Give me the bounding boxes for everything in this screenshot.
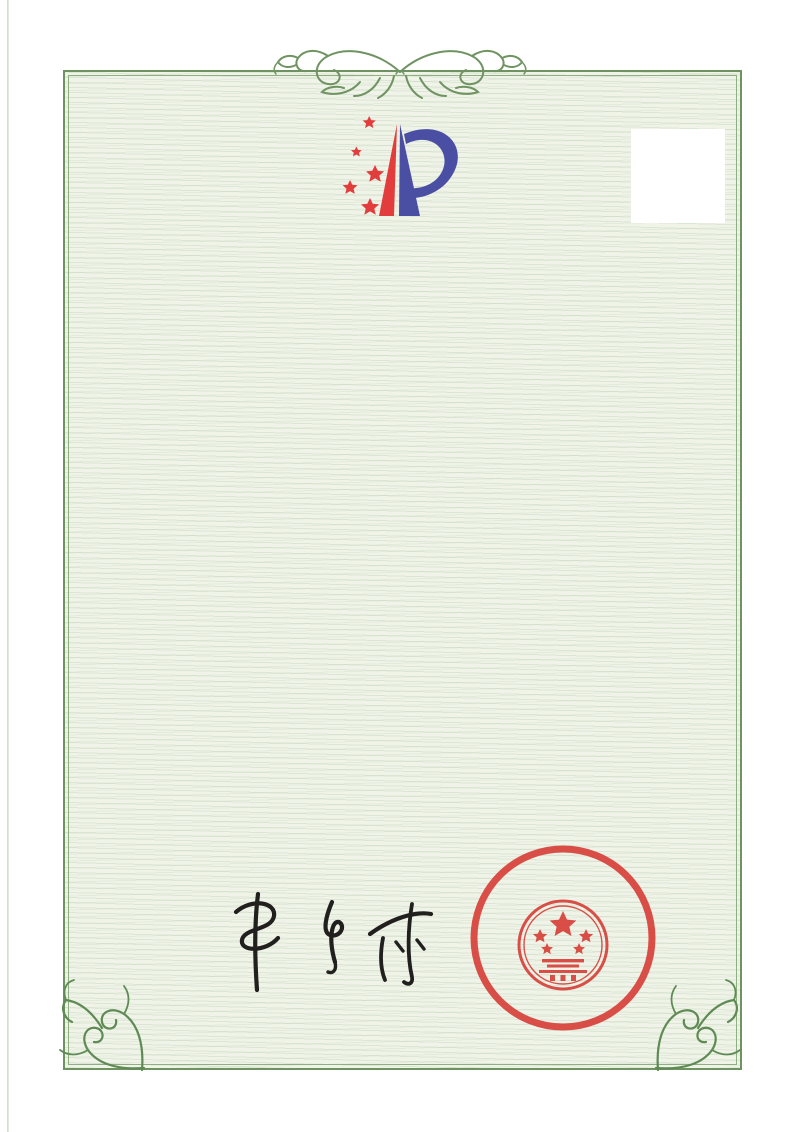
handwritten-signature-icon — [220, 878, 435, 998]
cnipa-seal-icon — [468, 843, 658, 1033]
national-emblem — [519, 901, 607, 989]
qr-code-icon — [631, 129, 725, 223]
cnipa-logo-icon — [330, 110, 475, 236]
scanned-paper-edge — [7, 0, 9, 1132]
